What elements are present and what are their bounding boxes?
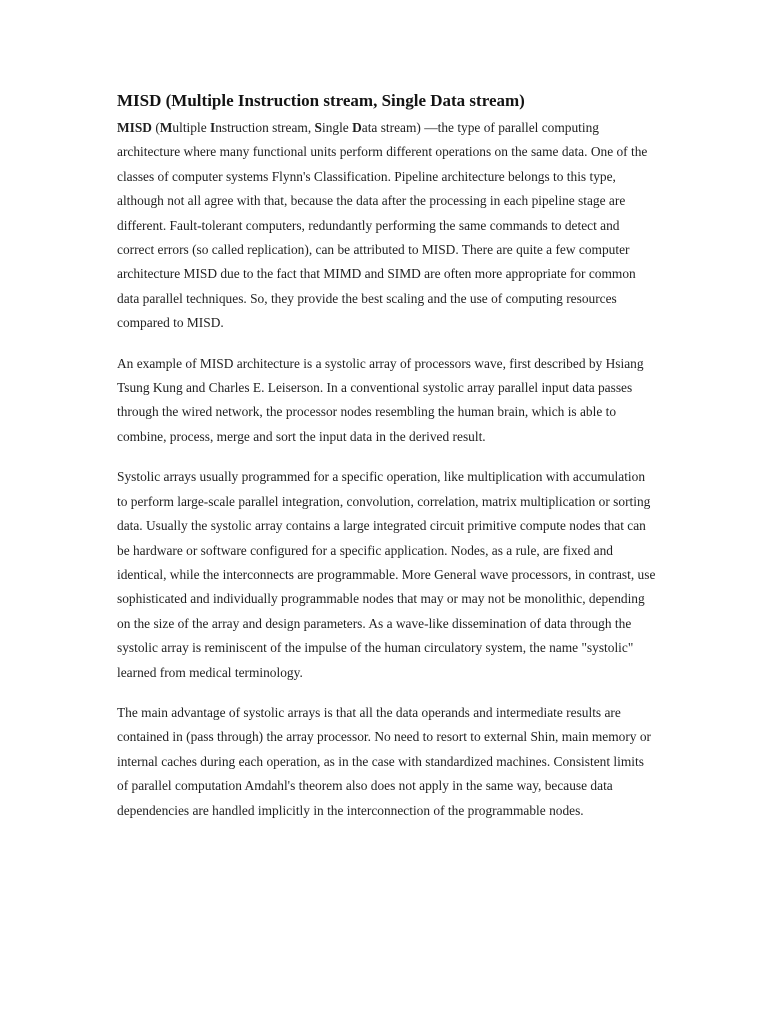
paragraph-systolic-example: An example of MISD architecture is a systolic array of processors wave, first described by Hsiang Tsung Kung and Charles E. Leiserson. In a conventional systolic array parallel input data passes through the wired network, the processor nodes resembling the human brain, which is able to combine, process, merge and sort the input data in the derived result. [117,355,644,444]
intro-term: MISD [117,120,152,135]
intro-body: —the type of parallel computing architecture where many functional units perform different operations on the same data. One of the classes of computer systems Flynn's Classification. Pipeline architecture belongs to this type, although not all agree with that, because the data after the processing in each pipeline stage are different. Fault-tolerant computers, redundantly performing the same commands to detect and correct errors (so called replication), can be attributed to MISD. There are quite a few computer architecture MISD due to the fact that MIMD and SIMD are often more appropriate for common data parallel techniques. So, they provide the best scaling and the use of computing resources compared to MISD. [117,120,648,331]
paragraph-systolic-arrays: Systolic arrays usually programmed for a specific operation, like multiplication with accumulation to perform large-scale parallel integration, convolution, correlation, matrix multiplication or sorting data. Usually the systolic array contains a large integrated circuit primitive compute nodes that can be hardware or software configured for a specific application. Nodes, as a rule, are fixed and identical, while the interconnects are programmable. More General wave processors, in contrast, use sophisticated and individually programmable nodes that may or may not be monolithic, depending on the size of the array and design parameters. As a wave-like dissemination of data through the systolic array is reminiscent of the impulse of the human circulatory system, the name "systolic" learned from medical terminology. [117,469,656,680]
intro-paragraph [117,116,657,336]
document-title: MISD (Multiple Instruction stream, Single Data stream) [117,91,525,110]
paragraph-systolic-advantage: The main advantage of systolic arrays is that all the data operands and intermediate results are contained in (pass through) the array processor. No need to resort to external Shin, main memory or internal caches during each operation, as in the case with standardized machines. Consistent limits of parallel computation Amdahl's theorem also does not apply in the same way, because data dependencies are handled implicitly in the interconnection of the programmable nodes. [117,704,651,818]
document-page [117,89,657,823]
intro-expansion: (Multiple Instruction stream, Single Data stream) [151,120,421,135]
